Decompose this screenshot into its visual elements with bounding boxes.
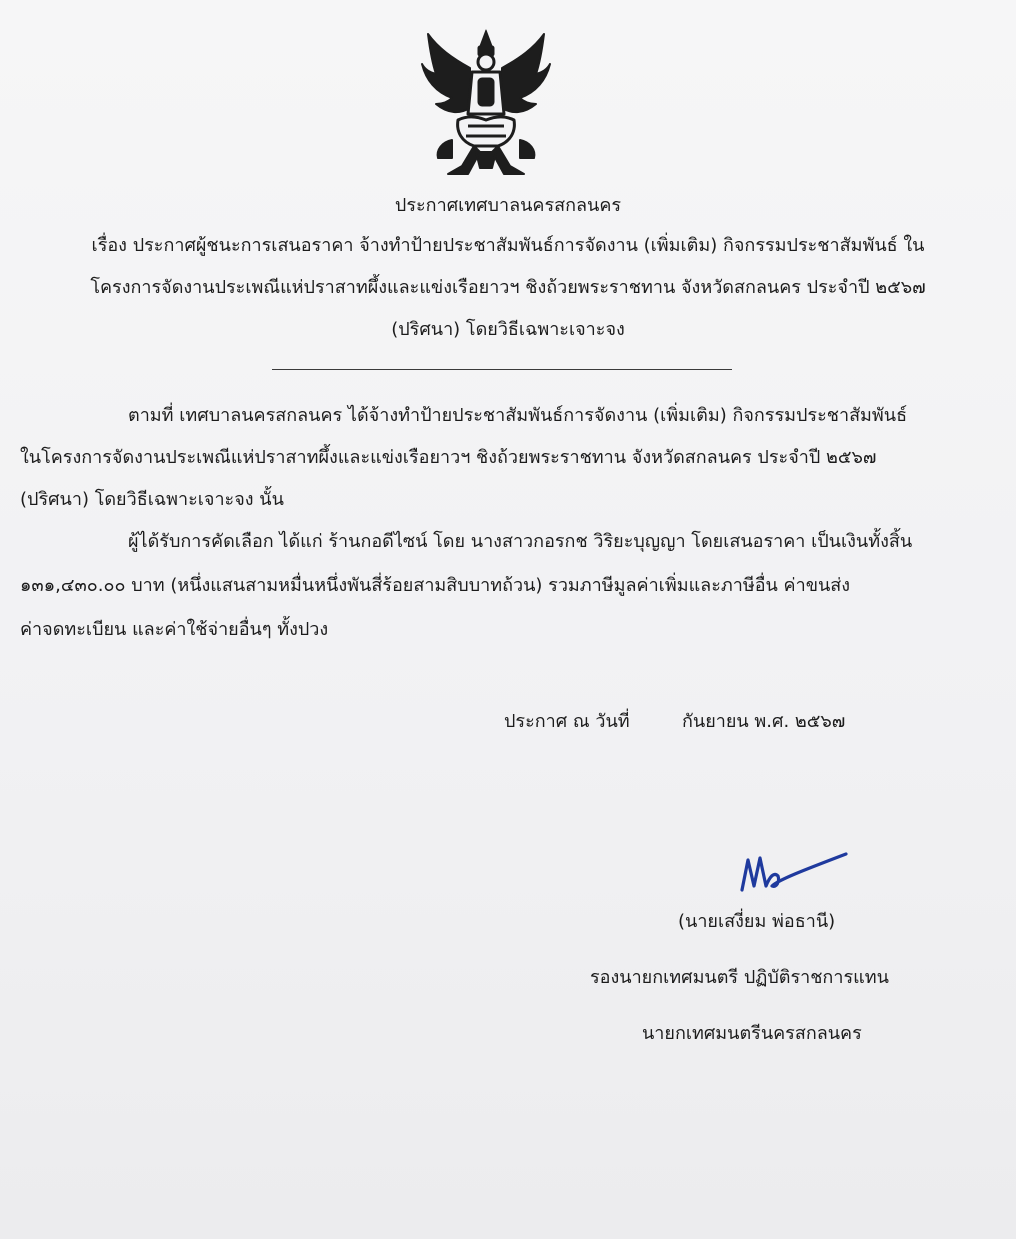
paragraph-2-line-2: ๑๓๑,๔๓๐.๐๐ บาท (หนึ่งแสนสามหมื่นหนึ่งพันสี่ร้อยสามสิบบาทถ้วน) รวมภาษีมูลค่าเพิ่มและภาษีอื่น ค่าขนส่ง — [20, 575, 851, 596]
divider — [272, 369, 732, 370]
paragraph-2-line-3: ค่าจดทะเบียน และค่าใช้จ่ายอื่นๆ ทั้งปวง — [20, 619, 329, 640]
subject-line-2: โครงการจัดงานประเพณีแห่ปราสาทผึ้งและแข่งเรือยาวฯ ชิงถ้วยพระราชทาน จังหวัดสกลนคร ประจำปี ๒๕๖๗ — [90, 277, 926, 298]
subject-line-3: (ปริศนา) โดยวิธีเฉพาะเจาะจง — [391, 319, 625, 340]
date-label: ประกาศ ณ วันที่ — [504, 711, 630, 732]
garuda-emblem-icon — [418, 28, 554, 178]
signature-icon — [734, 846, 854, 898]
signer-name: (นายเสงี่ยม พ่อธานี) — [678, 911, 836, 932]
signer-title-1: รองนายกเทศมนตรี ปฏิบัติราชการแทน — [590, 967, 889, 988]
subject-line-1: เรื่อง ประกาศผู้ชนะการเสนอราคา จ้างทำป้ายประชาสัมพันธ์การจัดงาน (เพิ่มเติม) กิจกรรมประชาสัมพันธ์ ใน — [91, 235, 925, 256]
paragraph-1-line-1: ตามที่ เทศบาลนครสกลนคร ได้จ้างทำป้ายประชาสัมพันธ์การจัดงาน (เพิ่มเติม) กิจกรรมประชาสัมพันธ์ — [128, 405, 908, 426]
paragraph-1-line-3: (ปริศนา) โดยวิธีเฉพาะเจาะจง นั้น — [20, 489, 284, 510]
signer-title-2: นายกเทศมนตรีนครสกลนคร — [642, 1023, 862, 1044]
paragraph-1-line-2: ในโครงการจัดงานประเพณีแห่ปราสาทผึ้งและแข่งเรือยาวฯ ชิงถ้วยพระราชทาน จังหวัดสกลนคร ประจำปี ๒๕๖๗ — [20, 447, 877, 468]
paragraph-2-line-1: ผู้ได้รับการคัดเลือก ได้แก่ ร้านกอดีไซน์ โดย นางสาวกอรกช วิริยะบุญญา โดยเสนอราคา เป็นเงินทั้งสิ้น — [128, 531, 913, 552]
announcement-heading: ประกาศเทศบาลนครสกลนคร — [394, 195, 622, 216]
date-value: กันยายน พ.ศ. ๒๕๖๗ — [682, 711, 846, 732]
